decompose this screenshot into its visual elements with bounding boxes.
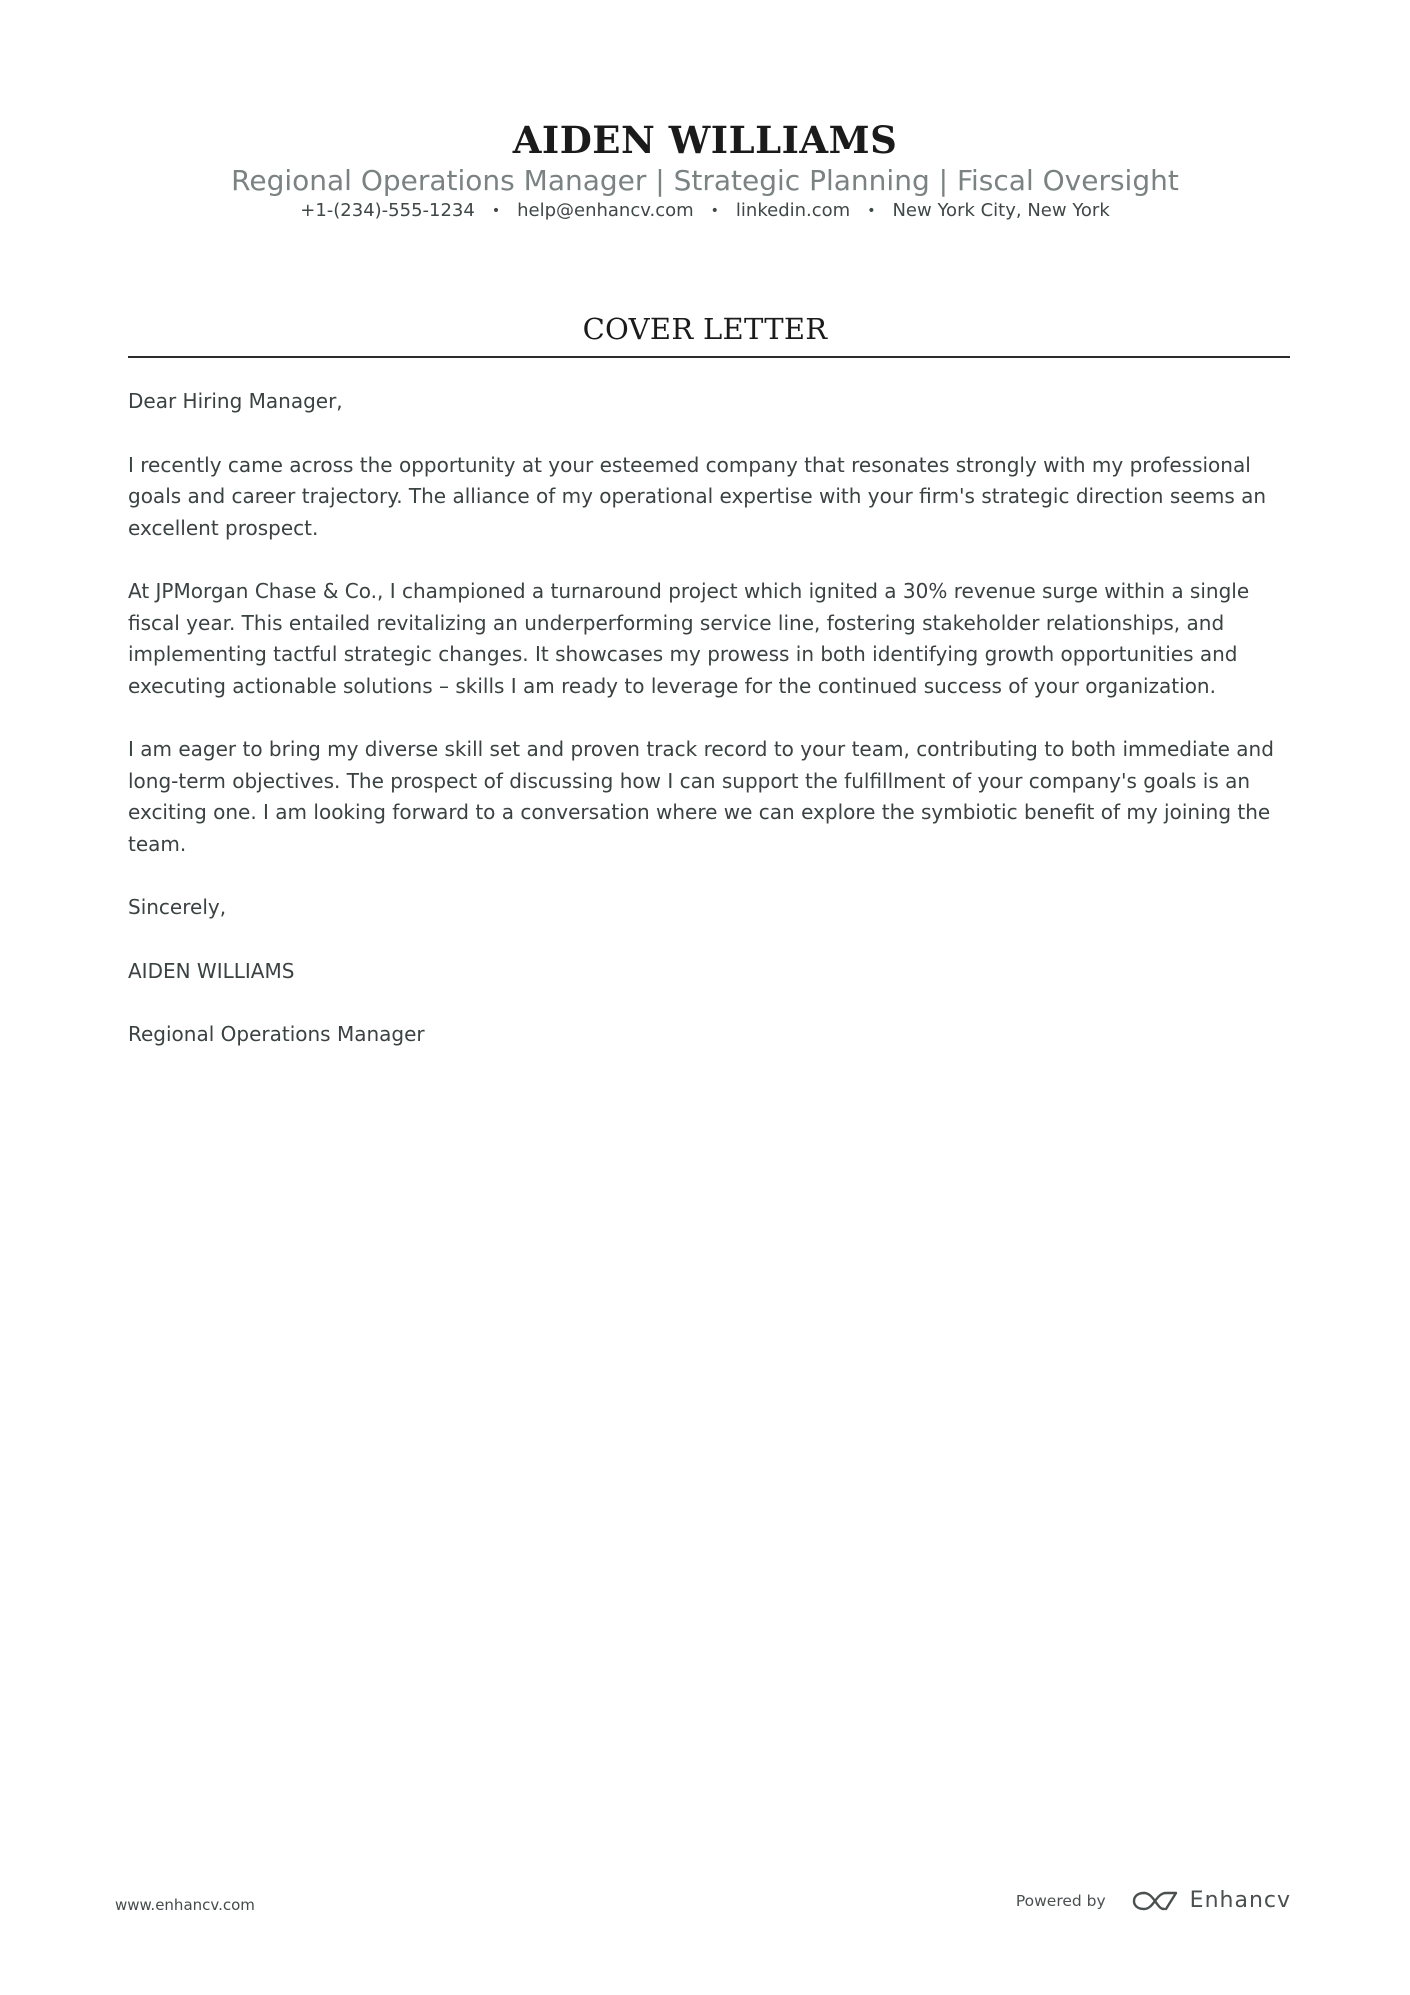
enhancv-logo-icon xyxy=(1132,1889,1178,1913)
contact-phone[interactable]: +1-(234)-555-1234 xyxy=(300,200,475,221)
letter-paragraph: I recently came across the opportunity at your esteemed company that resonates strongly with my professional goals and career trajectory. The alliance of my operational expertise with your firm's strategic direction seems an excellent prospect. xyxy=(128,452,1267,540)
contact-separator: • xyxy=(710,203,719,219)
section-title: COVER LETTER xyxy=(582,312,828,346)
signature-name: AIDEN WILLIAMS xyxy=(128,958,295,983)
contact-separator: • xyxy=(867,203,876,219)
footer-brand[interactable] xyxy=(1016,1888,1291,1913)
footer-url[interactable]: www.enhancv.com xyxy=(115,1896,255,1914)
letter-body xyxy=(128,386,1292,1083)
contact-location: New York City, New York xyxy=(892,200,1110,221)
letter-closing: Sincerely, xyxy=(128,895,227,919)
contact-separator: • xyxy=(491,203,501,219)
contact-line xyxy=(0,198,1410,225)
section-divider xyxy=(128,356,1290,358)
powered-by-label: Powered by xyxy=(1015,1891,1106,1910)
contact-email[interactable]: help@enhancv.com xyxy=(517,200,694,221)
contact-linkedin[interactable]: linkedin.com xyxy=(735,200,851,221)
applicant-headline: Regional Operations Manager | Strategic Planning | Fiscal Oversight xyxy=(231,164,1179,197)
applicant-name: AIDEN WILLIAMS xyxy=(512,118,898,162)
letter-greeting: Dear Hiring Manager, xyxy=(128,389,343,413)
letter-paragraph: At JPMorgan Chase & Co., I championed a turnaround project which ignited a 30% revenue surge within a single fiscal year. This entailed revitalizing an underperforming service line, fostering stakeholder relationships, and implementing tactful strategic changes. It showcases my prowess in both identifying growth opportunities and executing actionable solutions – skills I am ready to leverage for the continued success of your organization. xyxy=(128,579,1250,698)
letter-paragraph: I am eager to bring my diverse skill set and proven track record to your team, contributing to both immediate and long-term objectives. The prospect of discussing how I can support the fulfillment of your company's goals is an exciting one. I am looking forward to a conversation where we can explore the symbiotic benefit of my joining the team. xyxy=(128,737,1274,856)
signature-title: Regional Operations Manager xyxy=(128,1022,425,1046)
enhancv-brand-name: Enhancv xyxy=(1189,1888,1291,1913)
